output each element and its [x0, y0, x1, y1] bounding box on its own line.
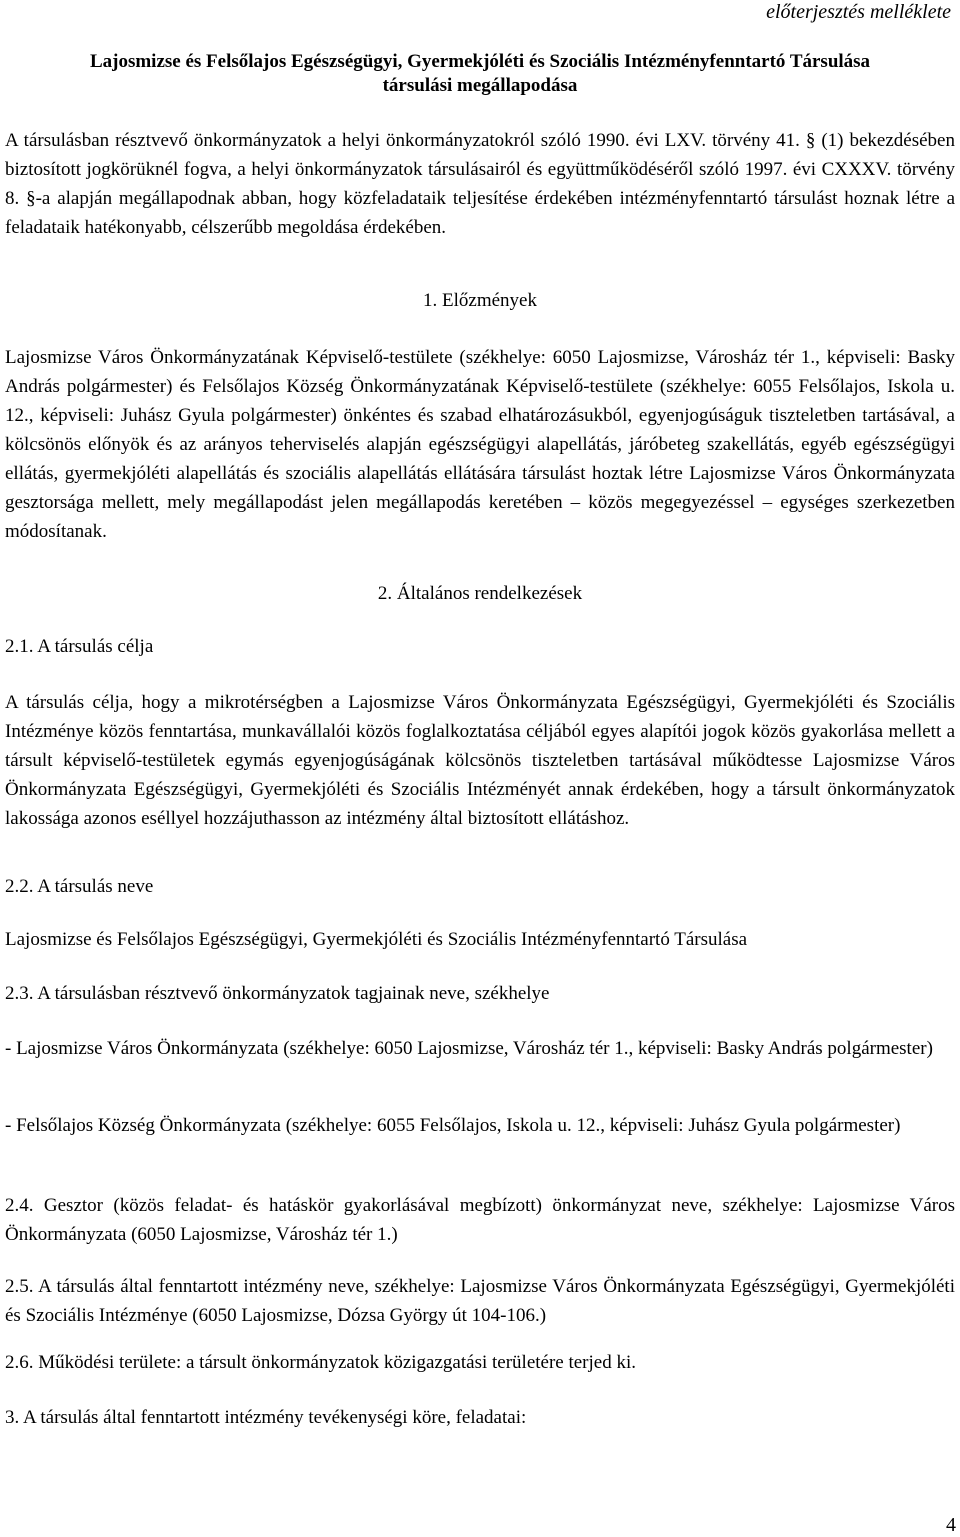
section-2-6-text: 2.6. Működési területe: a társult önkormányzatok közigazgatási területére terjed ki. [5, 1352, 636, 1373]
section-2-1-text: A társulás célja, hogy a mikrotérségben a Lajosmizse Város Önkormányzata Egészségügyi, Gyermekjóléti és Szociális Intézménye közös fenntartása, munkavállalói közös foglalkoztatása céljából egyes alapítói jogok közös gyakorlása mellett a társult képviselő-testületek egymás egyenjogúságának kölcsönös tiszteletben tartásával működtesse Lajosmizse Város Önkormányzata Egészségügyi, Gyermekjóléti és Szociális Intézményét annak érdekében, hogy a társult önkormányzatok lakossága azonos eséllyel hozzájuthasson az intézmény által biztosított ellátáshoz. [5, 692, 955, 829]
title-line-2: társulási megállapodása [382, 75, 578, 96]
page-number: 4 [946, 1514, 956, 1536]
section-2-heading: 2. Általános rendelkezések [377, 583, 583, 604]
intro-paragraph: A társulásban résztvevő önkormányzatok a helyi önkormányzatokról szóló 1990. évi LXV. törvény 41. § (1) bekezdésében biztosított jogkörüknél fogva, a helyi önkormányzatok társulásairól és együttműködéséről szóló 1997. évi CXXXV. törvény 8. §-a alapján megállapodnak abban, hogy közfeladataik teljesítése érdekében intézményfenntartó társulást hoznak létre a feladataik hatékonyabb, célszerűbb megoldása érdekében. [5, 130, 955, 238]
section-2-2-heading: 2.2. A társulás neve [5, 876, 154, 897]
section-3-heading: 3. A társulás által fenntartott intézmény tevékenységi köre, feladatai: [5, 1407, 527, 1428]
section-2-3-heading: 2.3. A társulásban résztvevő önkormányzatok tagjainak neve, székhelye [5, 983, 550, 1004]
title-line-1: Lajosmizse és Felsőlajos Egészségügyi, Gyermekjóléti és Szociális Intézményfenntartó Társulása [89, 51, 871, 72]
document-title [5, 50, 955, 98]
section-2-3-item-2: - Felsőlajos Község Önkormányzata (székhelye: 6055 Felsőlajos, Iskola u. 12., képviseli: Juhász Gyula polgármester) [5, 1115, 901, 1136]
header-note: előterjesztés melléklete [766, 1, 951, 23]
section-2-1-heading: 2.1. A társulás célja [5, 636, 154, 657]
section-2-2-text: Lajosmizse és Felsőlajos Egészségügyi, Gyermekjóléti és Szociális Intézményfenntartó Társulása [5, 929, 748, 950]
section-1-text: Lajosmizse Város Önkormányzatának Képviselő-testülete (székhelye: 6050 Lajosmizse, Városház tér 1., képviseli: Basky András polgármester) és Felsőlajos Község Önkormányzatának Képviselő-testülete (székhelye: 6055 Felsőlajos, Iskola u. 12., képviseli: Juhász Gyula polgármester) önkéntes és szabad elhatározásukból, egyenjogúságuk tiszteletben tartásával, a kölcsönös előnyök és az arányos teherviselés alapján egészségügyi alapellátás, járóbeteg szakellátás, egyéb egészségügyi ellátás, gyermekjóléti alapellátás és szociális alapellátás ellátására társulást hoztak létre Lajosmizse Város Önkormányzata gesztorsága mellett, mely megállapodást jelen megállapodás keretében – közös megegyezéssel – egységes szerkezetben módosítanak. [5, 347, 955, 542]
section-2-3-item-1: - Lajosmizse Város Önkormányzata (székhelye: 6050 Lajosmizse, Városház tér 1., képviseli: Basky András polgármester) [5, 1038, 933, 1059]
section-2-4-text: 2.4. Gesztor (közös feladat- és hatáskör gyakorlásával megbízott) önkormányzat neve, székhelye: Lajosmizse Város Önkormányzata (6050 Lajosmizse, Városház tér 1.) [5, 1195, 955, 1245]
section-1-heading: 1. Előzmények [423, 290, 537, 311]
section-2-5-text: 2.5. A társulás által fenntartott intézmény neve, székhelye: Lajosmizse Város Önkormányzata Egészségügyi, Gyermekjóléti és Szociális Intézménye (6050 Lajosmizse, Dózsa György út 104-106.) [5, 1276, 955, 1326]
